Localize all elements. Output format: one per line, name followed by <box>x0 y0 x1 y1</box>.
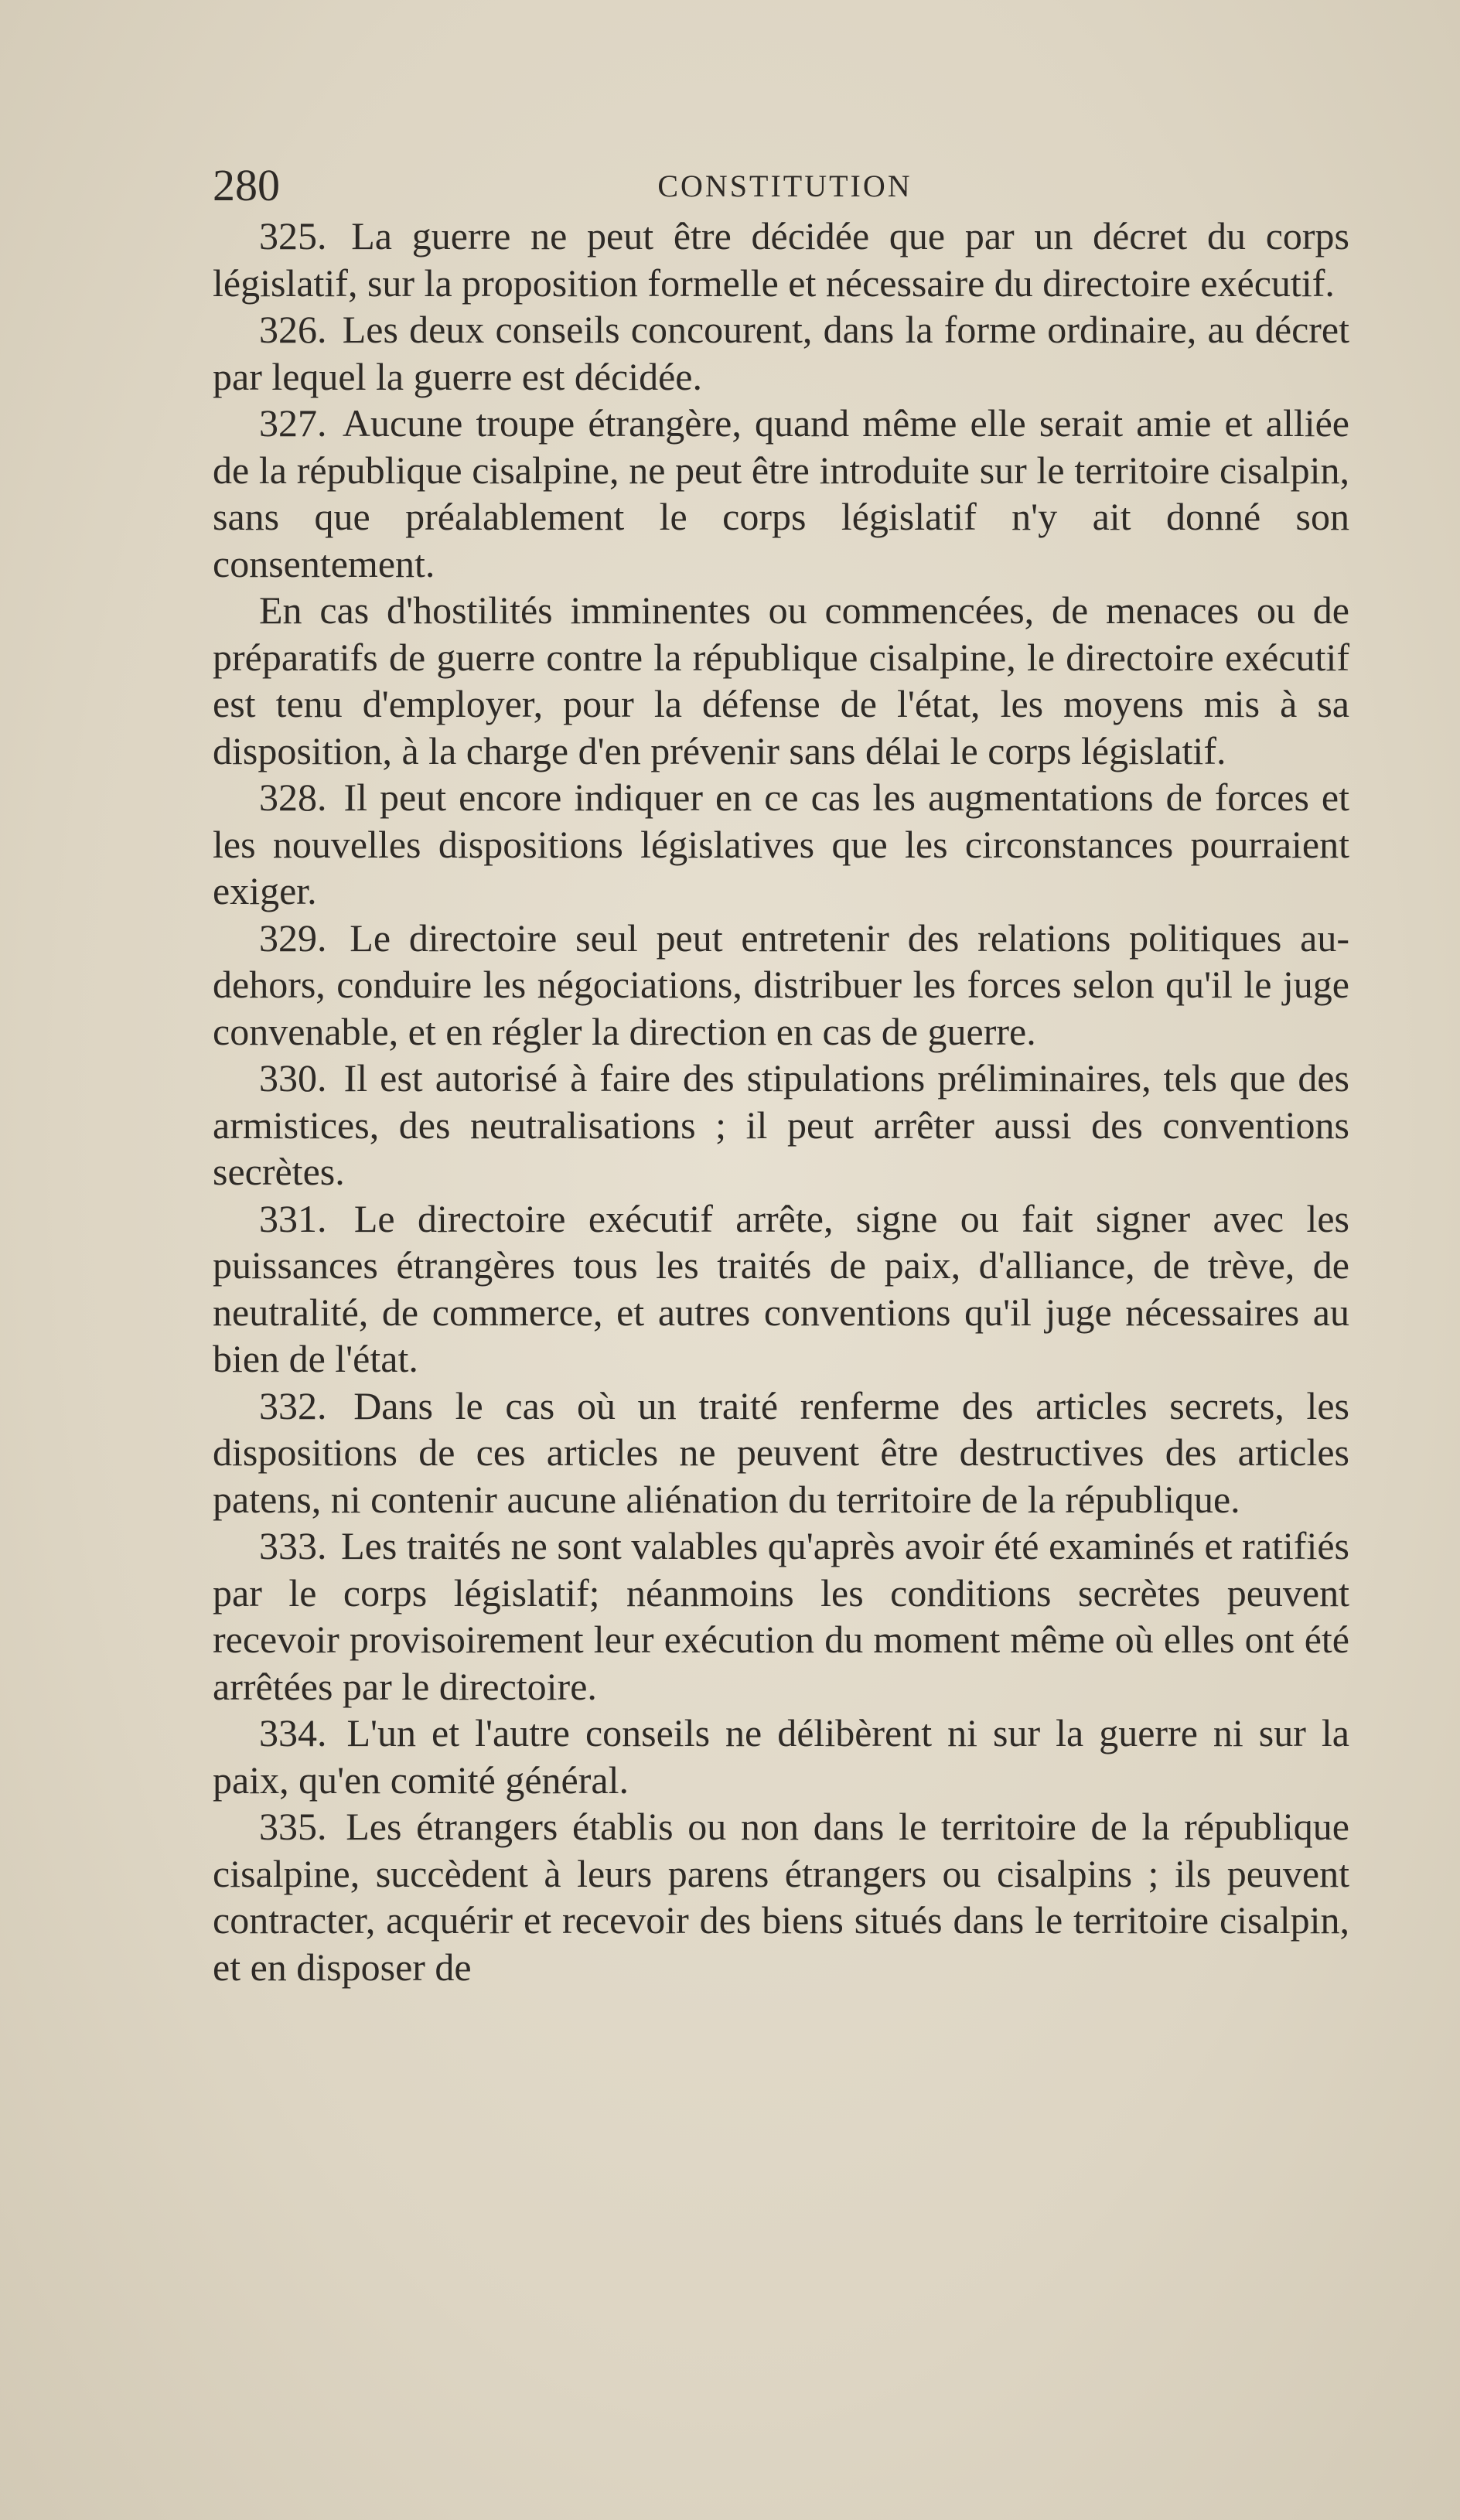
body-text <box>213 213 1349 1990</box>
article-number: 326. <box>259 308 327 351</box>
article-number: 334. <box>259 1711 327 1754</box>
page-header <box>213 159 1357 213</box>
article-text: Les étrangers établis ou non dans le territoire de la république cisalpine, succèdent à leurs parens étrangers ou cisalpins ; ils peuvent contracter, acquérir et recevoir des biens situés dans le territoire cisalpin, et en disposer de <box>213 1805 1350 1989</box>
article-326 <box>213 306 1349 400</box>
article-332 <box>213 1383 1349 1523</box>
article-327 <box>213 400 1349 587</box>
article-329 <box>213 915 1349 1055</box>
article-330 <box>213 1055 1349 1195</box>
article-number: 330. <box>259 1056 327 1100</box>
article-text: En cas d'hostilités imminentes ou commencées, de menaces ou de préparatifs de guerre contre la république cisalpine, le directoire exécutif est tenu d'employer, pour la défense de l'état, les moyens mis à sa disposition, à la charge d'en prévenir sans délai le corps législatif. <box>213 588 1349 772</box>
article-327-continuation <box>213 587 1349 774</box>
article-331 <box>213 1195 1349 1383</box>
article-text: Dans le cas où un traité renferme des articles secrets, les dispositions de ces articles ne peuvent être destructives des articles patens, ni contenir aucune aliénation du territoire de la république. <box>213 1383 1350 1521</box>
article-328 <box>213 774 1349 915</box>
article-text: Les traités ne sont valables qu'après avoir été examinés et ratifiés par le corps législatif; néanmoins les conditions secrètes peuvent recevoir provisoirement leur exécution du moment même où elles ont été arrêtées par le directoire. <box>213 1524 1349 1708</box>
article-number: 333. <box>259 1524 327 1567</box>
article-number: 328. <box>259 776 327 819</box>
article-number: 325. <box>259 214 327 257</box>
article-text: Il peut encore indiquer en ce cas les augmentations de forces et les nouvelles dispositions législatives que les circonstances pourraient exiger. <box>213 776 1350 912</box>
article-333 <box>213 1523 1349 1710</box>
article-334 <box>213 1710 1349 1803</box>
running-title: CONSTITUTION <box>657 169 913 203</box>
article-text: Aucune troupe étrangère, quand même elle serait amie et alliée de la république cisalpine, ne peut être introduite sur le territoire cisalpin, sans que préalablement le corps législatif n'y ait donné son consentement. <box>213 401 1349 585</box>
article-325 <box>213 213 1349 306</box>
article-number: 327. <box>259 401 327 445</box>
page-number: 280 <box>213 160 280 210</box>
article-335 <box>213 1803 1349 1990</box>
article-text: Il est autorisé à faire des stipulations préliminaires, tels que des armistices, des neutralisations ; il peut arrêter aussi des conventions secrètes. <box>213 1056 1350 1193</box>
article-text: Le directoire exécutif arrête, signe ou fait signer avec les puissances étrangères tous les traités de paix, d'alliance, de trève, de neutralité, de commerce, et autres conventions qu'il juge nécessaires au bien de l'état. <box>213 1196 1350 1380</box>
article-number: 332. <box>259 1383 327 1427</box>
article-text: Les deux conseils concourent, dans la forme ordinaire, au décret par lequel la guerre est décidée. <box>213 308 1349 398</box>
article-text: La guerre ne peut être décidée que par un décret du corps législatif, sur la proposition formelle et nécessaire du directoire exécutif. <box>213 214 1349 305</box>
article-number: 335. <box>259 1805 327 1848</box>
article-number: 329. <box>259 916 327 960</box>
article-text: Le directoire seul peut entretenir des relations politiques au-dehors, conduire les négociations, distribuer les forces selon qu'il le juge convenable, et en régler la direction en cas de guerre. <box>213 916 1350 1053</box>
article-text: L'un et l'autre conseils ne délibèrent ni sur la guerre ni sur la paix, qu'en comité général. <box>213 1711 1349 1802</box>
article-number: 331. <box>259 1196 327 1240</box>
